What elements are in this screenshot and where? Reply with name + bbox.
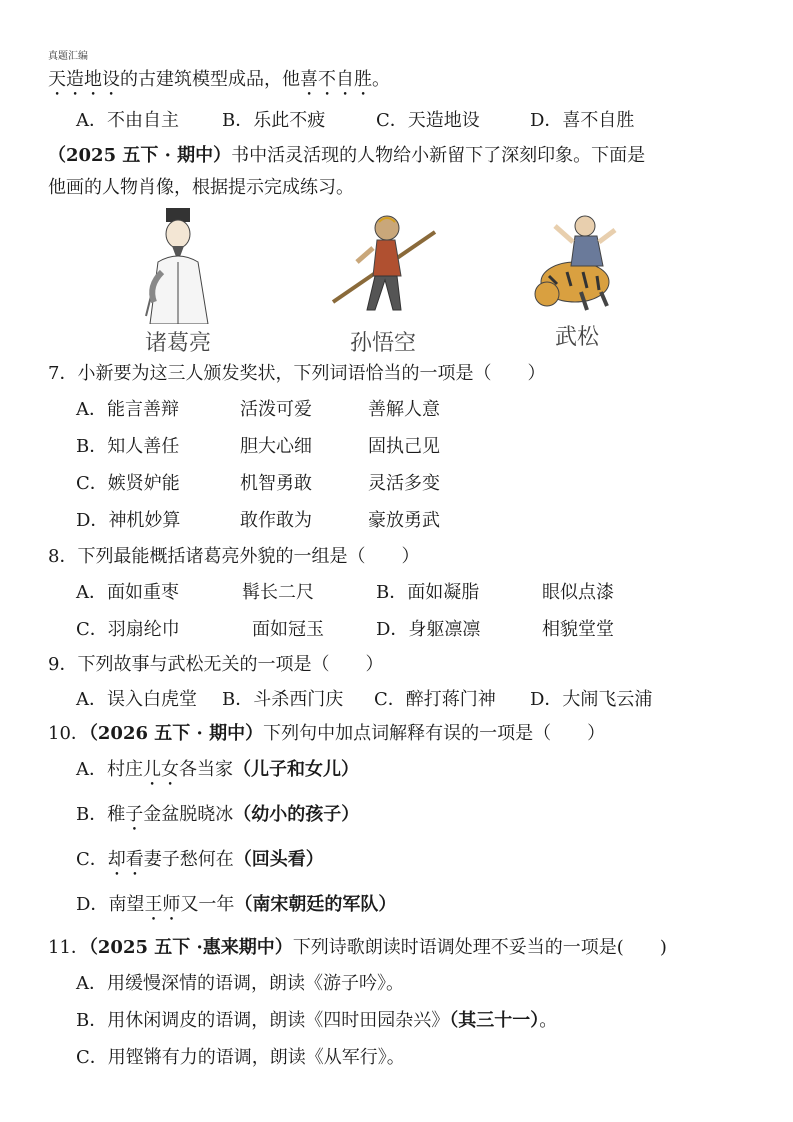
figure-sun-wukong bbox=[318, 206, 448, 357]
section-intro-line1 bbox=[48, 144, 645, 168]
q8-option-a-part2: 髯长二尺 bbox=[242, 582, 314, 603]
q9-option-a: A．误入白虎堂 bbox=[76, 689, 197, 710]
dotted-char: 天 bbox=[48, 69, 66, 90]
figure-caption: 诸葛亮 bbox=[144, 331, 211, 356]
q11-option-b: B．用休闲调皮的语调，朗读《四时田园杂兴》（其三十一）。 bbox=[76, 1010, 558, 1031]
dotted-char: 自 bbox=[336, 69, 354, 90]
intro-option-b: B．乐此不疲 bbox=[222, 110, 326, 131]
q10-option-b: B．稚子金盆脱晓冰（幼小的孩子） bbox=[76, 804, 360, 825]
q8-option-c: C．羽扇纶巾 bbox=[76, 619, 180, 640]
q7-option-b: B．知人善任 bbox=[76, 436, 180, 457]
source-tag: （2025 五下 ·惠来期中） bbox=[88, 937, 293, 958]
q9-option-c: C．醉打蒋门神 bbox=[374, 689, 496, 710]
q7-option-a-word2: 活泼可爱 bbox=[240, 399, 312, 420]
figure-wu-song bbox=[522, 206, 632, 351]
q7-option-d: D．神机妙算 bbox=[76, 510, 181, 531]
q7-option-a: A．能言善辩 bbox=[76, 399, 179, 420]
page-header: 真题汇编 bbox=[48, 51, 88, 62]
wu-song-illustration bbox=[527, 206, 627, 318]
figure-caption: 孙悟空 bbox=[349, 331, 416, 356]
dotted-char: 设 bbox=[102, 69, 120, 90]
source-tag: （2025 五下 · 期中） bbox=[48, 145, 232, 166]
q11-option-c: C．用铿锵有力的语调，朗读《从军行》。 bbox=[76, 1047, 405, 1068]
q8-option-b-part2: 眼似点漆 bbox=[542, 582, 614, 603]
figure-zhuge-liang bbox=[118, 206, 238, 357]
q7-option-a-word3: 善解人意 bbox=[368, 399, 440, 420]
q8-stem: 8．下列最能概括诸葛亮外貌的一组是（ ） bbox=[48, 546, 420, 567]
dotted-char: 胜 bbox=[354, 69, 372, 90]
q7-stem: 7．小新要为这三人颁发奖状，下列词语恰当的一项是（ ） bbox=[48, 363, 546, 384]
q10-option-a: A．村庄儿女各当家（儿子和女儿） bbox=[76, 759, 359, 780]
q8-option-a: A．面如重枣 bbox=[76, 582, 179, 603]
q7-option-c-word3: 灵活多变 bbox=[368, 473, 440, 494]
dotted-char: 造 bbox=[66, 69, 84, 90]
q11-stem: 11．（2025 五下 ·惠来期中）下列诗歌朗读时语调处理不妥当的一项是( ) bbox=[48, 937, 667, 958]
q7-option-c: C．嫉贤妒能 bbox=[76, 473, 180, 494]
q10-option-d: D．南望王师又一年（南宋朝廷的军队） bbox=[76, 894, 397, 915]
section-intro-line2: 他画的人物肖像，根据提示完成练习。 bbox=[48, 177, 354, 198]
intro-option-c: C．天造地设 bbox=[376, 110, 480, 131]
sun-wukong-illustration bbox=[323, 206, 443, 324]
q7-option-d-word2: 敢作敢为 bbox=[240, 510, 312, 531]
q8-option-b: B．面如凝脂 bbox=[376, 582, 480, 603]
source-tag: （2026 五下 · 期中） bbox=[88, 723, 264, 744]
section-text: 书中活灵活现的人物给小新留下了深刻印象。下面是 bbox=[231, 145, 646, 166]
figure-caption: 武松 bbox=[554, 325, 599, 350]
q8-option-d: D．身躯凛凛 bbox=[376, 619, 481, 640]
plain-text: 的古建筑模型成品，他 bbox=[120, 69, 300, 90]
q7-option-d-word3: 豪放勇武 bbox=[368, 510, 440, 531]
zhuge-liang-illustration bbox=[128, 206, 228, 324]
q7-option-c-word2: 机智勇敢 bbox=[240, 473, 312, 494]
q9-option-d: D．大闹飞云浦 bbox=[530, 689, 653, 710]
dotted-char: 地 bbox=[84, 69, 102, 90]
plain-text: 。 bbox=[372, 69, 390, 90]
intro-option-d: D．喜不自胜 bbox=[530, 110, 635, 131]
dotted-char: 不 bbox=[318, 69, 336, 90]
q9-stem: 9．下列故事与武松无关的一项是（ ） bbox=[48, 654, 384, 675]
q10-stem: 10．（2026 五下 · 期中）下列句中加点词解释有误的一项是（ ） bbox=[48, 723, 606, 744]
q9-option-b: B．斗杀西门庆 bbox=[222, 689, 344, 710]
q8-option-d-part2: 相貌堂堂 bbox=[542, 619, 614, 640]
q11-option-a: A．用缓慢深情的语调，朗读《游子吟》。 bbox=[76, 973, 404, 994]
intro-sentence bbox=[48, 68, 390, 100]
q7-option-b-word2: 胆大心细 bbox=[240, 436, 312, 457]
dotted-char: 喜 bbox=[300, 69, 318, 90]
q10-option-c: C．却看妻子愁何在（回头看） bbox=[76, 849, 324, 870]
q8-option-c-part2: 面如冠玉 bbox=[252, 619, 324, 640]
q7-option-b-word3: 固执己见 bbox=[368, 436, 440, 457]
intro-option-a: A．不由自主 bbox=[76, 110, 179, 131]
